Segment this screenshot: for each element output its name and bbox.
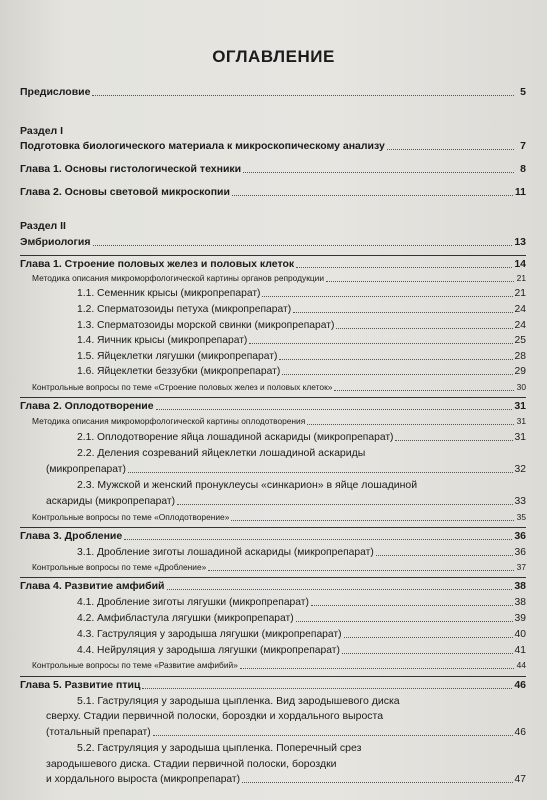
toc-entry-item[interactable]: 2.1. Оплодотворение яйца лошадиной аскариды (микропрепарат) 31 [77,432,526,443]
toc-entry-method[interactable]: Методика описания микроморфологической картины органов репродукции 21 [32,273,526,283]
toc-entry-section1[interactable]: Подготовка биологического материала к микроскопическому анализу 7 [20,140,526,152]
toc-entry-item-line: зародышевого диска. Стадии первичной полоски, бороздки [46,758,337,770]
toc-title: ОГЛАВЛЕНИЕ [212,47,335,66]
toc-entry-chapter[interactable]: Глава 4. Развитие амфибий 38 [20,580,526,592]
toc-entry-item[interactable]: (тотальный препарат) 46 [46,727,526,738]
toc-entry-method[interactable]: Методика описания микроморфологической картины оплодотворения 31 [32,416,526,426]
toc-entry-item[interactable]: и хордального выроста (микропрепарат) 47 [46,774,526,785]
toc-entry-questions[interactable]: Контрольные вопросы по теме «Оплодотворение» 35 [32,512,526,522]
chapter-divider [20,527,526,528]
toc-entry-item[interactable]: 1.6. Яйцеклетки беззубки (микропрепарат) 29 [77,366,526,377]
toc-entry-questions[interactable]: Контрольные вопросы по теме «Развитие амфибий» 44 [32,660,526,670]
chapter-divider [20,397,526,398]
chapter-divider [20,676,526,677]
toc-entry-item[interactable]: (микропрепарат) 32 [46,464,526,475]
toc-entry-chapter[interactable]: Глава 5. Развитие птиц 46 [20,679,526,691]
toc-entry-item-line: 5.2. Гаструляция у зародыша цыпленка. Поперечный срез [77,742,362,754]
toc-entry-item-line: 2.3. Мужской и женский пронуклеусы «синкарион» в яйце лошадиной [77,479,418,491]
toc-entry-item[interactable]: 4.4. Нейруляция у зародыша лягушки (микропрепарат) 41 [77,645,526,656]
toc-entry-item[interactable]: аскариды (микропрепарат) 33 [46,496,526,507]
section-header: Раздел I [20,125,64,137]
toc-entry-chapter[interactable]: Глава 2. Оплодотворение 31 [20,400,526,412]
toc-entry-item[interactable]: 1.3. Сперматозоиды морской свинки (микропрепарат) 24 [77,320,526,331]
toc-entry-chapter[interactable]: Глава 3. Дробление 36 [20,530,526,542]
toc-entry-questions[interactable]: Контрольные вопросы по теме «Дробление» 37 [32,562,526,572]
toc-entry-item[interactable]: 3.1. Дробление зиготы лошадиной аскариды (микропрепарат) 36 [77,547,526,558]
toc-entry-preface[interactable]: Предисловие 5 [20,86,526,98]
chapter-divider [20,577,526,578]
toc-entry-item[interactable]: 4.3. Гаструляция у зародыша лягушки (микропрепарат) 40 [77,629,526,640]
toc-entry-section2[interactable]: Эмбриология 13 [20,236,526,248]
toc-entry-item[interactable]: 1.1. Семенник крысы (микропрепарат) 21 [77,288,526,299]
toc-entry-item[interactable]: 1.2. Сперматозоиды петуха (микропрепарат) 24 [77,304,526,315]
toc-entry-questions[interactable]: Контрольные вопросы по теме «Строение половых желез и половых клеток» 30 [32,382,526,392]
toc-entry-item[interactable]: 4.2. Амфибластула лягушки (микропрепарат) 39 [77,613,526,624]
toc-entry-item[interactable]: 4.1. Дробление зиготы лягушки (микропрепарат) 38 [77,597,526,608]
toc-entry-chapter[interactable]: Глава 2. Основы световой микроскопии 11 [20,186,526,198]
toc-entry-item-line: 5.1. Гаструляция у зародыша цыпленка. Вид зародышевого диска [77,695,400,707]
toc-entry-item[interactable]: 1.5. Яйцеклетки лягушки (микропрепарат) 28 [77,351,526,362]
section-header: Раздел II [20,220,66,232]
toc-entry-item[interactable]: 1.4. Яичник крысы (микропрепарат) 25 [77,335,526,346]
toc-entry-item-line: 2.2. Деления созреваний яйцеклетки лошадиной аскариды [77,447,366,459]
toc-entry-item-line: сверху. Стадии первичной полоски, бороздки и хордального выроста [46,710,384,722]
toc-entry-chapter[interactable]: Глава 1. Строение половых желез и половых клеток 14 [20,258,526,270]
toc-entry-chapter[interactable]: Глава 1. Основы гистологической техники 8 [20,163,526,175]
chapter-divider [20,255,526,256]
